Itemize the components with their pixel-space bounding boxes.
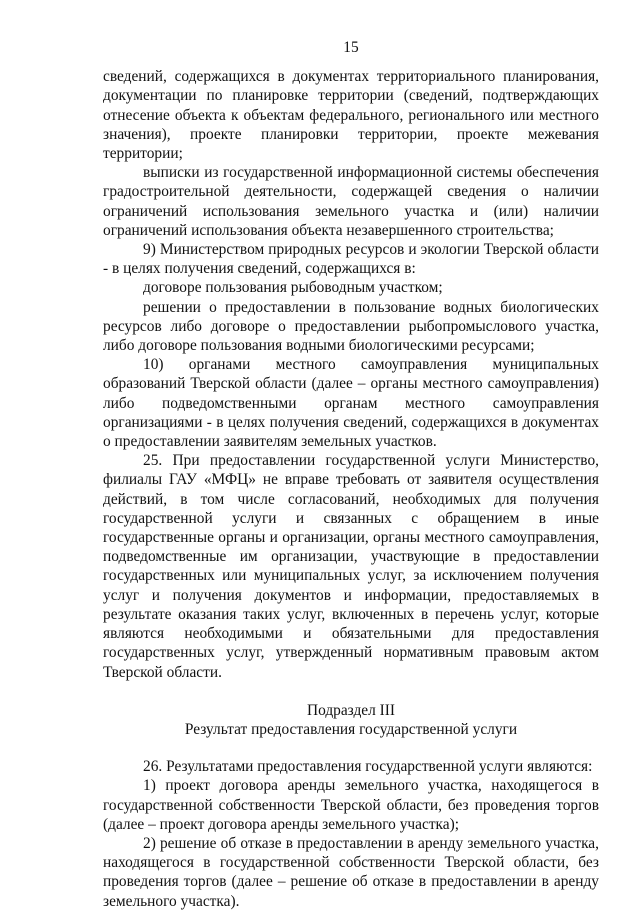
paragraph: решении о предоставлении в пользование водных биологических ресурсов либо договоре о предоставлении рыбопромыслового участка, либо договоре пользования водными биологическими ресурсами; bbox=[103, 298, 599, 355]
paragraph: 2) решение об отказе в предоставлении в аренду земельного участка, находящегося в государственной собственности Тверской области, без проведения торгов (далее – решение об отказе в предоставлении в аренду земельного участка). bbox=[103, 834, 599, 910]
paragraph: сведений, содержащихся в документах территориального планирования, документации по планировке территории (сведений, подтверждающих отнесение объекта к объектам федерального, регионального или местного значения), проекте планировки территории, проекте межевания территории; bbox=[103, 68, 599, 163]
paragraph: 10) органами местного самоуправления муниципальных образований Тверской области (далее – органы местного самоуправления) либо подведомственными органам местного самоуправления организациями - в целях получения сведений, содержащихся в документах о предоставлении заявителям земельных участков. bbox=[103, 356, 599, 451]
subsection-label: Подраздел III bbox=[306, 701, 396, 719]
paragraph: 9) Министерством природных ресурсов и экологии Тверской области - в целях получения сведений, содержащихся в: bbox=[103, 241, 599, 278]
paragraph: договоре пользования рыбоводным участком; bbox=[143, 279, 443, 297]
paragraph: выписки из государственной информационной системы обеспечения градостроительной деятельности, содержащей сведения о наличии ограничений использования земельного участка и (или) наличии ограничений использования объекта незавершенного строительства; bbox=[103, 164, 599, 239]
subsection-title: Результат предоставления государственной услуги bbox=[184, 720, 518, 738]
paragraph: 25. При предоставлении государственной услуги Министерство, филиалы ГАУ «МФЦ» не вправе требовать от заявителя осуществления действий, в том числе согласований, необходимых для получения государственной услуги и связанных с обращением в иные государственные органы и организации, органы местного самоуправления, подведомственные им организации, участвующие в предоставлении государственных или муниципальных услуг, за исключением получения услуг и получения документов и информации, предоставляемых в результате оказания таких услуг, включенных в перечень услуг, которые являются необходимыми и обязательными для предоставления государственных услуг, утвержденный нормативным правовым актом Тверской области. bbox=[103, 452, 599, 681]
paragraph: 1) проект договора аренды земельного участка, находящегося в государственной собственности Тверской области, без проведения торгов (далее – проект договора аренды земельного участка); bbox=[103, 777, 599, 833]
page-number: 15 bbox=[343, 39, 359, 56]
document-page bbox=[103, 38, 599, 911]
paragraph: 26. Результатами предоставления государственной услуги являются: bbox=[143, 758, 593, 776]
